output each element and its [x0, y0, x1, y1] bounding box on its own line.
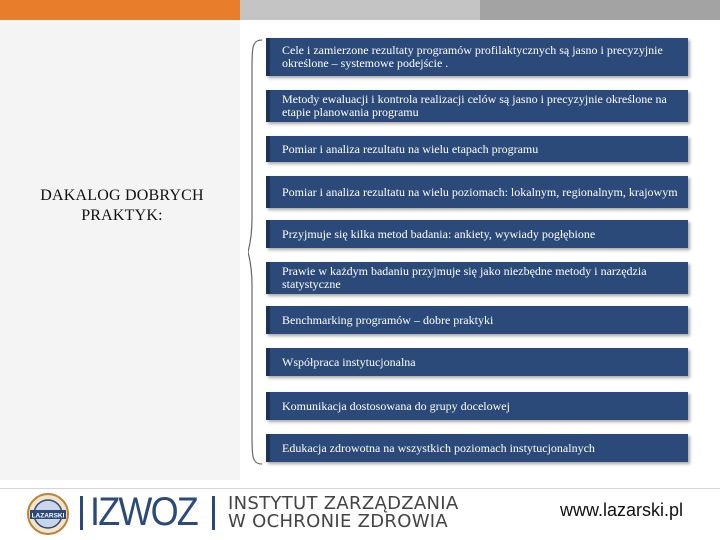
- practice-item-10: [266, 434, 688, 462]
- practice-item-3-text: Pomiar i analiza rezultatu na wielu etapach programu: [282, 141, 539, 156]
- practice-item-5-text: Przyjmuje się kilka metod badania: ankiety, wywiady pogłębione: [282, 226, 596, 241]
- institute-name-line2: W OCHRONIE ZDROWIA: [228, 511, 449, 532]
- practice-item-9: [266, 392, 688, 420]
- practice-item-8-text: Współpraca instytucjonalna: [282, 354, 416, 369]
- slide-title-line2: PRAKTYK:: [81, 207, 163, 224]
- practice-item-1: [266, 38, 688, 76]
- institute-name-line1: INSTYTUT ZARZĄDZANIA: [228, 493, 459, 514]
- website-link[interactable]: www.lazarski.pl: [560, 500, 684, 520]
- practice-item-7: [266, 306, 688, 334]
- practice-item-3: [266, 136, 688, 162]
- header-color-bar: [0, 0, 720, 20]
- slide-title-line1: DAKALOG DOBRYCH: [40, 187, 204, 204]
- practice-item-4-text: Pomiar i analiza rezultatu na wielu poziomach: lokalnym, regionalnym, krajowym: [282, 184, 678, 199]
- header-bar-dark-gray: [480, 0, 720, 20]
- practice-item-1-text: Cele i zamierzone rezultaty programów profilaktycznych są jasno i precyzyjnie określone – systemowe podejście .: [282, 43, 663, 70]
- practice-item-2: [266, 90, 688, 122]
- left-panel: [0, 20, 240, 480]
- lazarski-logo-icon: [26, 492, 70, 536]
- izwoz-brand: IZWOZ: [90, 490, 197, 534]
- header-bar-orange: [0, 0, 240, 20]
- practice-item-2-text: Metody ewaluacji i kontrola realizacji celów są jasno i precyzyjnie określone na etapie planowania programu: [282, 92, 667, 119]
- practice-item-6: [266, 262, 688, 294]
- header-bar-light-gray: [240, 0, 480, 20]
- bracket-connector: [248, 38, 264, 466]
- footer-divider-right: [212, 496, 215, 530]
- practice-item-8: [266, 348, 688, 376]
- practice-item-6-text: Prawie w każdym badaniu przyjmuje się jako niezbędne metody i narzędzia statystyczne: [282, 264, 647, 291]
- practice-item-5: [266, 220, 688, 248]
- practice-item-10-text: Edukacja zdrowotna na wszystkich poziomach instytucjonalnych: [282, 440, 595, 455]
- practice-item-7-text: Benchmarking programów – dobre praktyki: [282, 312, 494, 327]
- practice-item-4: [266, 176, 688, 208]
- footer-divider-left: [80, 496, 83, 530]
- practice-item-9-text: Komunikacja dostosowana do grupy docelowej: [282, 398, 510, 413]
- svg-text:LAZARSKI: LAZARSKI: [31, 512, 65, 520]
- slide-title: [22, 186, 222, 226]
